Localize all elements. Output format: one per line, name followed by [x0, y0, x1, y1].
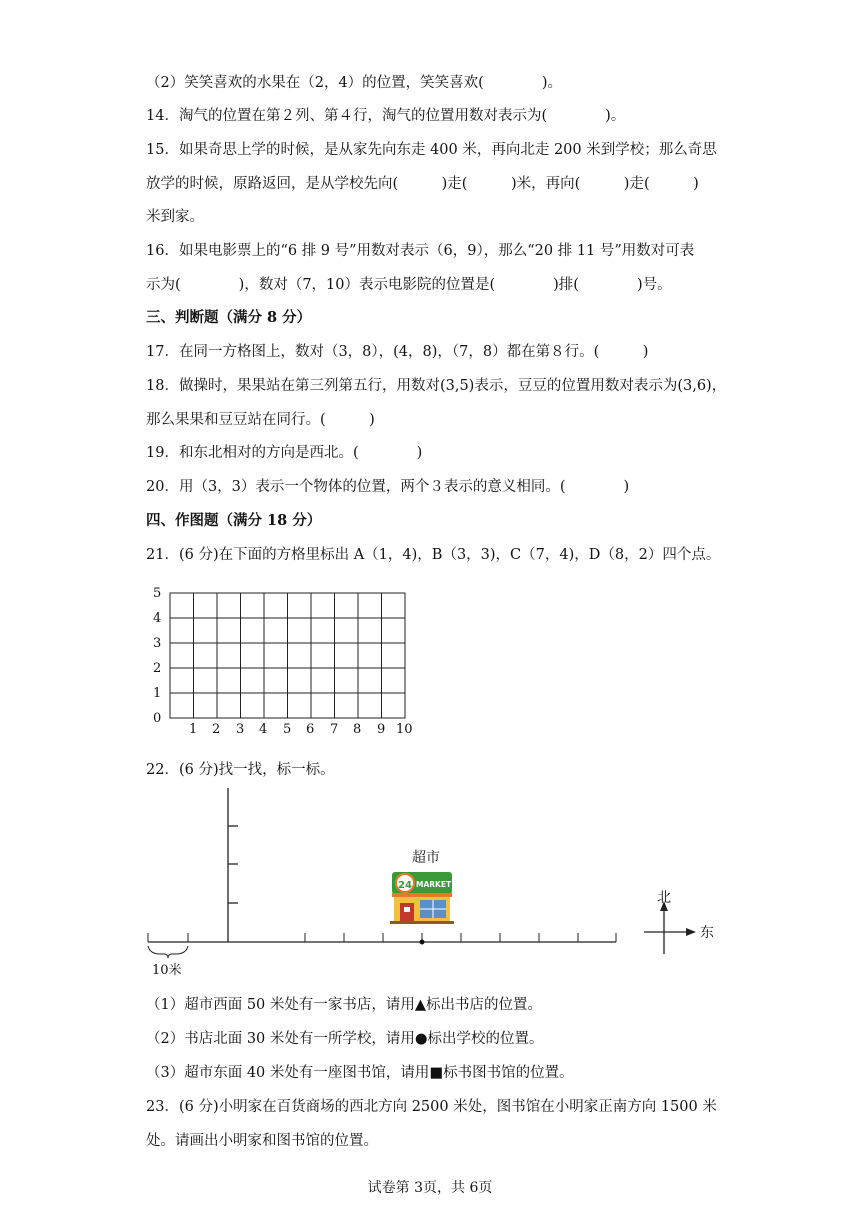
x-tick-label: 9	[377, 722, 386, 737]
compass-north-label: 北	[657, 890, 671, 906]
scale-label: 10米	[152, 963, 182, 978]
grid-lines	[170, 593, 405, 718]
x-tick-label: 4	[259, 722, 268, 737]
store-label: 超市	[412, 850, 440, 866]
y-tick-label: 5	[153, 586, 162, 601]
x-tick-label: 2	[212, 722, 221, 737]
q22-part3: （3）超市东面 40 米处有一座图书馆，请用■标书图书馆的位置。	[146, 1065, 574, 1081]
compass-east-label: 东	[700, 925, 714, 941]
y-tick-label: 1	[153, 686, 162, 701]
x-tick-label: 5	[283, 722, 292, 737]
direction-map	[140, 782, 730, 982]
q15-line2: 放学的时候，原路返回，是从学校先向( )走( )米，再向( )走( )	[146, 176, 699, 192]
y-tick-label: 0	[153, 711, 162, 726]
x-tick-label: 10	[396, 722, 413, 737]
supermarket-icon	[390, 872, 454, 924]
store-sign-text: MARKET	[416, 880, 452, 889]
q22-part1: （1）超市西面 50 米处有一家书店，请用▲标出书店的位置。	[146, 997, 543, 1013]
y-tick-label: 4	[153, 611, 162, 626]
q16-line2: 示为( )，数对（7，10）表示电影院的位置是( )排( )号。	[146, 277, 672, 293]
x-tick-label: 1	[189, 722, 198, 737]
q18-line2: 那么果果和豆豆站在同行。( )	[146, 412, 375, 428]
q21: 21．(6 分)在下面的方格里标出 A（1，4)，B（3，3)，C（7，4)，D（8，2）四个点。	[146, 547, 721, 563]
q22-part2: （2）书店北面 30 米处有一所学校，请用●标出学校的位置。	[146, 1031, 544, 1047]
x-tick-label: 7	[330, 722, 339, 737]
q15-line3: 米到家。	[146, 209, 204, 225]
store-sign-number: 24	[398, 880, 412, 891]
x-tick-label: 6	[306, 722, 315, 737]
q20: 20．用（3，3）表示一个物体的位置，两个３表示的意义相同。( )	[146, 479, 630, 495]
q23-line2: 处。请画出小明家和图书馆的位置。	[146, 1133, 378, 1149]
y-tick-label: 2	[153, 661, 162, 676]
q14: 14．淘气的位置在第２列、第４行，淘气的位置用数对表示为( )。	[146, 108, 626, 124]
q19: 19．和东北相对的方向是西北。( )	[146, 445, 423, 461]
q18-line1: 18．做操时，果果站在第三列第五行，用数对(3,5)表示，豆豆的位置用数对表示为(3,6)，	[146, 378, 727, 394]
scale-brace	[148, 946, 188, 958]
compass-icon	[644, 890, 714, 954]
store-point	[420, 940, 425, 945]
q23-line1: 23．(6 分)小明家在百货商场的西北方向 2500 米处，图书馆在小明家正南方向 1500 米	[146, 1099, 717, 1115]
x-tick-label: 8	[353, 722, 362, 737]
q16-line1: 16．如果电影票上的“6 排 9 号”用数对表示（6，9），那么“20 排 11 号”用数对可表	[146, 243, 695, 259]
q15-line1: 15．如果奇思上学的时候，是从家先向东走 400 米，再向北走 200 米到学校；那么奇思	[146, 142, 717, 158]
page-footer: 试卷第 3页，共 6页	[367, 1180, 493, 1196]
x-tick-label: 3	[236, 722, 245, 737]
q17: 17．在同一方格图上，数对（3，8），(4，8)，（7，8）都在第８行。( )	[146, 344, 649, 360]
q22: 22．(6 分)找一找，标一标。	[146, 762, 335, 778]
coordinate-grid	[140, 582, 420, 742]
section-3-heading: 三、判断题（满分 8 分）	[146, 309, 312, 326]
y-tick-label: 3	[153, 636, 162, 651]
section-4-heading: 四、作图题（满分 18 分）	[146, 512, 322, 529]
q13-part2: （2）笑笑喜欢的水果在（2，4）的位置，笑笑喜欢( )。	[146, 75, 562, 91]
